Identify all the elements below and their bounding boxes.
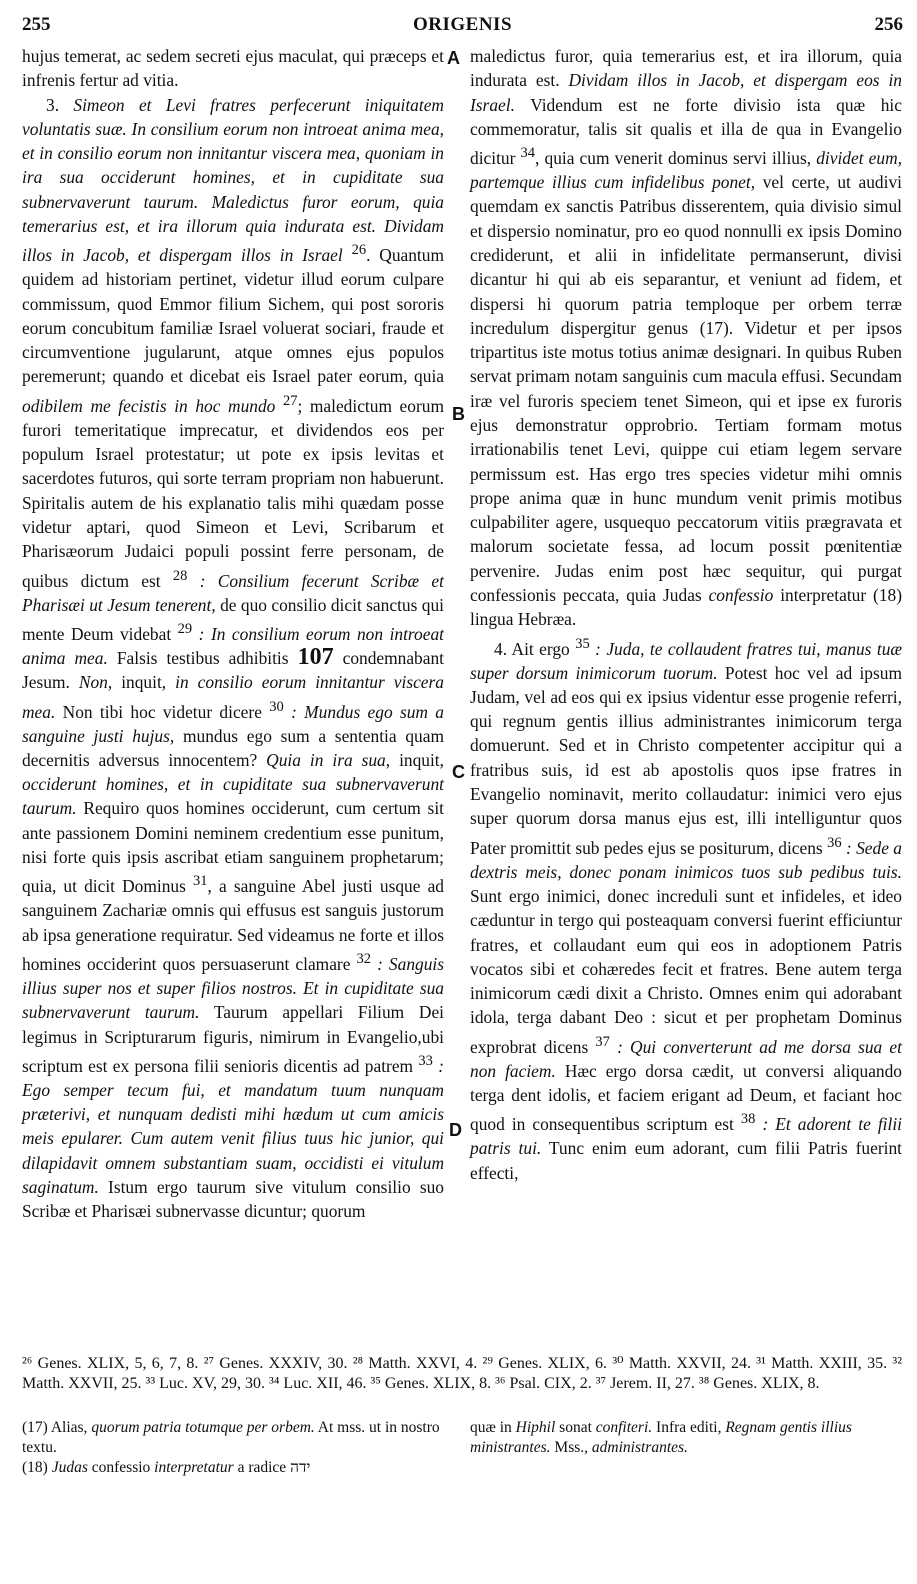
quotation: : Sede a dextris meis, donec ponam inimicos tuos sub pedibus tuis. [470,837,902,882]
note-ref: 38 [740,1111,756,1128]
text: inquit, [399,749,444,770]
text: vel certe, ut audivi quemdam ex sanctis Patribus disserentem, quia divisio simul et dispersio nominatur, pro eo quod nonnulli ex ipsis Domino crediderunt, et alii in infidelitate permanserunt, divisi dicantur hi qui ab eis separantur, et veniunt ad fidem, et dispersi hi quorum patria temploque per orbem terræ incredulum dispergitur genus (17). Videtur et per ipsos tripartitus iste motus totius animæ designari. In quibus Ruben servat primam notam sanguinis cum macula effusi. Secundam iræ vel furoris speciem tenet Simeon, qui et ipse ex furoris ejus demonstratur opprobrio. Tertiam formam motus irrationabilis tenet Levi, quippe cui etiam legem servare permissum est. Has ergo tres species videtur mihi omnis prope anima quæ in hunc mundum venit primis motibus culpabiliter agere, usquequo peccatorum vitiis prægravata et malorum societate fessa, ad locum possit pœnitentiæ pervenire. Judas enim post hæc sequitur, qui purgat confessionis peccata, quia Judas [470,172,902,605]
text: quæ in [470,1419,512,1436]
note-ref: 35 [575,635,590,652]
quotation: : Juda, te collaudent fratres tui, manus tuæ super dorsum inimicorum tuorum. [470,638,902,683]
margin-letter-d: D [449,1120,462,1140]
page-number-right: 256 [874,14,903,35]
text: de quo consilio dicit sanctus qui mente Deum videbat [22,594,444,644]
quotation: occiderunt homines, et in cupiditate sua subnervaverunt taurum. [22,774,444,819]
paragraph [470,632,902,1185]
text-italic: Hiphil [515,1419,556,1436]
quotation: dividet eum, partemque illius cum infidelibus ponet, [470,147,902,193]
text: Istum ergo taurum sive vitulum consilio suo Scribæ et Pharisæi subnervasse dicuntur; quorum [22,1177,444,1222]
margin-letter-c: C [452,762,465,782]
quotation: : Sanguis illius super nos et super filios nostros. Et in cupiditate sua subnervaverunt taurum. [22,953,444,1023]
running-title: ORIGENIS [412,14,513,35]
text: (18) [22,1459,48,1476]
text: sonat [559,1419,592,1436]
text: Hæc ergo dorsa cædit, ut conversi aliquando terga dent idolis, et faciem erigant ad Deum, et faciant hoc quod in consequentibus scriptum est [470,1060,902,1135]
note-ref: 34 [520,145,536,162]
quotation: Simeon et Levi fratres perfecerunt iniquitatem voluntatis suæ. In consilium eorum non introeat anima mea, et in consilio eorum non innitantur viscera mea, quoniam in ira sua occiderunt homines, et in cupiditate sua subnervaverunt taurum. Maledictus furor eorum, quia temerarius est, et ira illorum quia indurata est. Dividam illos in Jacob, et dispergam illos in Israel [22,94,444,266]
text-italic: interpretatur [154,1459,234,1476]
footnote-17 [22,1418,454,1458]
text: Ait ergo [511,638,570,659]
running-header [22,14,903,40]
right-column [470,44,902,1185]
left-column [22,44,444,1224]
column-number: 107 [297,643,334,670]
paragraph [470,44,902,632]
text: Taurum appellari Filium Dei legimus in Scripturarum figuris, nimirum in Evangelio,ubi scriptum est ex persona filii senioris dicentis ad patrem [22,1002,444,1076]
quotation: odibilem me fecistis in hoc mundo [22,395,276,416]
note-ref: 26 [351,242,367,259]
note-ref: 36 [827,834,842,851]
text: Requiro quos homines occiderunt, cum certum sit ante passionem Domini neminem credentium esse punitum, nisi forte quis ipsis ascribat etiam sanguinem prophetarum; quia, ut dicit Dominus [22,798,444,897]
quotation: Non, [78,672,113,693]
section-number: 3. [46,94,60,115]
scripture-references: ²⁶ Genes. XLIX, 5, 6, 7, 8. ²⁷ Genes. XXXIV, 30. ²⁸ Matth. XXVI, 4. ²⁹ Genes. XLIX, 6. ³⁰ Matth. XXVII, 24. ³¹ Matth. XXIII, 35. ³² Matth. XXVII, 25. ³³ Luc. XV, 29, 30. ³⁴ Luc. XII, 46. ³⁵ Genes. XLIX, 8. ³⁶ Psal. CIX, 2. ³⁷ Jerem. II, 27. ³⁸ Genes. XLIX, 8. [22,1355,902,1392]
paragraph [22,44,444,93]
footnote-continuation [470,1418,900,1458]
section-number: 4. [494,638,508,659]
text: maledictus furor, quia temerarius est, et ira illorum, quia indurata est. [470,46,902,91]
paragraph [22,93,444,1224]
page-number-left: 255 [22,14,51,35]
note-ref: 27 [282,392,298,409]
text: Potest hoc vel ad ipsum Judam, vel ad eos qui ex ipsius videntur esse progenie referri, qui regnum gentis illius administrantes inimicorum terga domuerunt. Sed et in Christo competenter accipitur qui a fratribus suis, id est ab apostolis quos ipse fratres in Evangelio nominavit, merito collaudatur: inimici vero ejus super quorum dorsa manus ejus est, illi intelliguntur quos Pater promittit sub pedes ejus se positurum, dicens [470,662,902,858]
note-ref: 37 [595,1033,610,1050]
text: (17) Alias, [22,1419,88,1436]
text: Sunt ergo inimici, donec increduli sunt et infideles, et ideo cæduntur in tergo qui posteaquam conversi fuerint efficiuntur fratres, et collaudant eum qui eos in adoptionem Patris vocatos sibi et cohæredes fecit et fratres. Bene autem terga inimicorum cædi dixit a Christo. Omnes enim qui adorabant idola, terga dabant Deo : sicut et per prophetam Dominus exprobrat dicens [470,885,902,1057]
note-ref: 28 [172,567,188,584]
note-ref: 29 [177,620,193,637]
note-ref: 31 [193,873,208,890]
quotation: : In consilium eorum non introeat anima mea. [22,623,444,668]
footnotes-left [22,1418,454,1478]
text: Falsis testibus adhibitis [116,647,289,668]
margin-letter-b: B [452,404,465,424]
note-ref: 32 [356,950,372,967]
quotation: in consilio eorum innitantur viscera mea. [22,672,444,722]
quotation: confessio [708,584,774,605]
text: , a sanguine Abel justi usque ad sanguinem Zachariæ omnis qui effusus est sanguis justorum ab ipsa generatione requiratur. Sed videamus ne forte et illos homines occiderint quos persuaserunt clamare [22,876,444,974]
text: Videndum est ne forte divisio ista quæ hic commemoratur, talis sit qualis et illa de qua in Evangelio dicitur [470,94,902,168]
text: mundus ego sum a sententia quam decernitis adversus innocentem? [22,725,444,770]
text: , quia cum venerit dominus servi illius, [535,147,812,168]
text: a radice [237,1459,287,1476]
quotation: Quia in ira sua, [266,749,391,770]
text: hujus temerat, ac sedem secreti ejus maculat, qui præceps et infrenis fertur ad vitia. [22,46,444,91]
quotation: : Qui converterunt ad me dorsa sua et non faciem. [470,1036,902,1081]
text-italic: confiteri. [595,1419,653,1436]
quotation: Dividam illos in Jacob, et dispergam eos in Israel. [470,70,902,115]
text: Mss., [554,1439,589,1456]
quotation: : Mundus ego sum a sanguine justi hujus, [22,701,445,746]
footnote-18 [22,1458,454,1478]
text-italic: quorum patria totumque per orbem. [91,1419,315,1436]
text: confessio [91,1459,151,1476]
text: condemnabant Jesum. [22,647,444,693]
quotation: : Ego semper tecum fui, et mandatum tuum nunquam præterivi, et nunquam dedisti mihi hædum ut cum amicis meis epularer. Cum autem venit filius tuus hic junior, qui dilapidavit omnem substantiam suam, occidisti ei vitulum saginatum. [22,1055,444,1198]
text: Non tibi hoc videtur dicere [62,701,262,722]
text: At mss. ut in nostro textu. [22,1419,440,1456]
text-italic: Regnam gentis illius ministrantes. [470,1419,852,1456]
text-italic: administrantes. [591,1439,688,1456]
quotation: : Et adorent te filii patris tui. [470,1114,902,1159]
note-ref: 33 [418,1052,433,1069]
quotation: : Consilium fecerunt Scribæ et Pharisæi ut Jesum tenerent, [22,570,444,615]
hebrew-root: ידה [290,1459,311,1476]
text: inquit, [121,672,167,693]
text: . Quantum quidem ad historiam pertinet, videtur illud eorum culpare commissum, quod Emmor filium Sichem, qui post sororis eorum concubitum familiæ Israel voluerat sociari, fraude et circumventione jugularunt, atque omnes ejus populos peremerunt; quando et dicebat eis Israel pater eorum, quia [22,245,444,387]
margin-letter-a: A [447,48,460,68]
footnotes-right [470,1418,900,1458]
text: Infra editi, [656,1419,722,1436]
note-ref: 30 [269,698,284,715]
text: Tunc enim eum adorant, cum filii Patris fuerint effecti, [470,1138,902,1183]
text: interpretatur (18) lingua Hebræa. [470,584,903,630]
text-italic: Judas [51,1459,88,1476]
text: ; maledictum eorum furori temeritatique imprecatur, et dividendos eos per populum Israel protestatur; ut pote ex ipsis levitas et sacerdotes futuros, qui sorte terram propriam non habuerunt. Spiritalis autem de his explanatio talis mihi quædam posse videtur aptari, quod Simeon et Levi, Scribarum et Pharisæorum Judaici populi possint ferre personam, de quibus dictum est [22,395,444,591]
